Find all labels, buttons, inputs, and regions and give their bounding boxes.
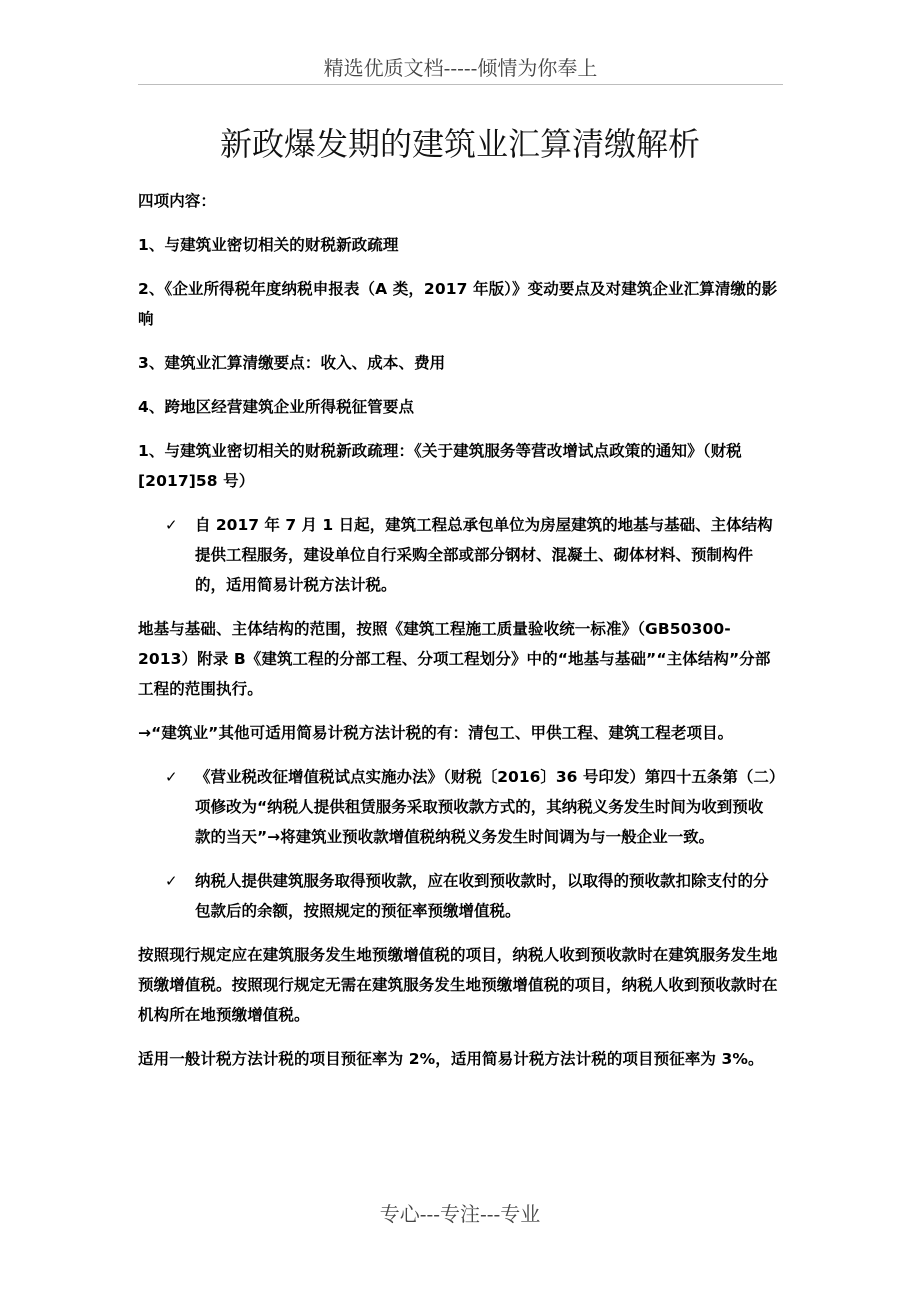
bullet-item [165, 866, 778, 926]
bullet-text: 自 2017 年 7 月 1 日起，建筑工程总承包单位为房屋建筑的地基与基础、主体结构提供工程服务，建设单位自行采购全部或部分钢材、混凝土、砌体材料、预制构件的，适用简易计税方法计税。 [195, 516, 773, 594]
paragraph: →“建筑业”其他可适用简易计税方法计税的有：清包工、甲供工程、建筑工程老项目。 [138, 724, 734, 742]
bullet-text: 纳税人提供建筑服务取得预收款，应在收到预收款时，以取得的预收款扣除支付的分包款后的余额，按照规定的预征率预缴增值税。 [195, 872, 769, 920]
paragraph: 地基与基础、主体结构的范围，按照《建筑工程施工质量验收统一标准》（GB50300-2013）附录 B《建筑工程的分部工程、分项工程划分》中的“地基与基础”“主体结构”分部工程的范围执行。 [138, 620, 771, 698]
list-item-3: 3、建筑业汇算清缴要点：收入、成本、费用 [138, 354, 446, 372]
page-footer: 专心---专注---专业 [379, 1202, 541, 1226]
checkmark-icon: ✓ [165, 768, 178, 786]
bullet-item [165, 510, 778, 600]
page-header: 精选优质文档-----倾情为你奉上 [138, 52, 783, 85]
list-item-2: 2、《企业所得税年度纳税申报表（A 类，2017 年版）》变动要点及对建筑企业汇算清缴的影响 [138, 280, 778, 328]
checkmark-icon: ✓ [165, 516, 178, 534]
section-heading: 四项内容： [138, 192, 217, 210]
paragraph: 适用一般计税方法计税的项目预征率为 2%，适用简易计税方法计税的项目预征率为 3%。 [138, 1050, 764, 1068]
bullet-item [165, 762, 778, 852]
paragraph: 按照现行规定应在建筑服务发生地预缴增值税的项目，纳税人收到预收款时在建筑服务发生地预缴增值税。按照现行规定无需在建筑服务发生地预缴增值税的项目，纳税人收到预收款时在机构所在地预缴增值税。 [138, 946, 778, 1024]
policy-paragraph: 1、与建筑业密切相关的财税新政疏理：《关于建筑服务等营改增试点政策的通知》（财税[2017]58 号） [138, 442, 742, 490]
bullet-text: 《营业税改征增值税试点实施办法》（财税〔2016〕36 号印发）第四十五条第（二）项修改为“纳税人提供租赁服务采取预收款方式的，其纳税义务发生时间为收到预收款的当天”→将建筑业预收款增值税纳税义务发生时间调为与一般企业一致。 [195, 768, 777, 846]
list-item-4: 4、跨地区经营建筑企业所得税征管要点 [138, 398, 415, 416]
document-body [138, 186, 778, 1088]
document-title: 新政爆发期的建筑业汇算清缴解析 [219, 125, 700, 163]
checkmark-icon: ✓ [165, 872, 178, 890]
list-item-1: 1、与建筑业密切相关的财税新政疏理 [138, 236, 399, 254]
